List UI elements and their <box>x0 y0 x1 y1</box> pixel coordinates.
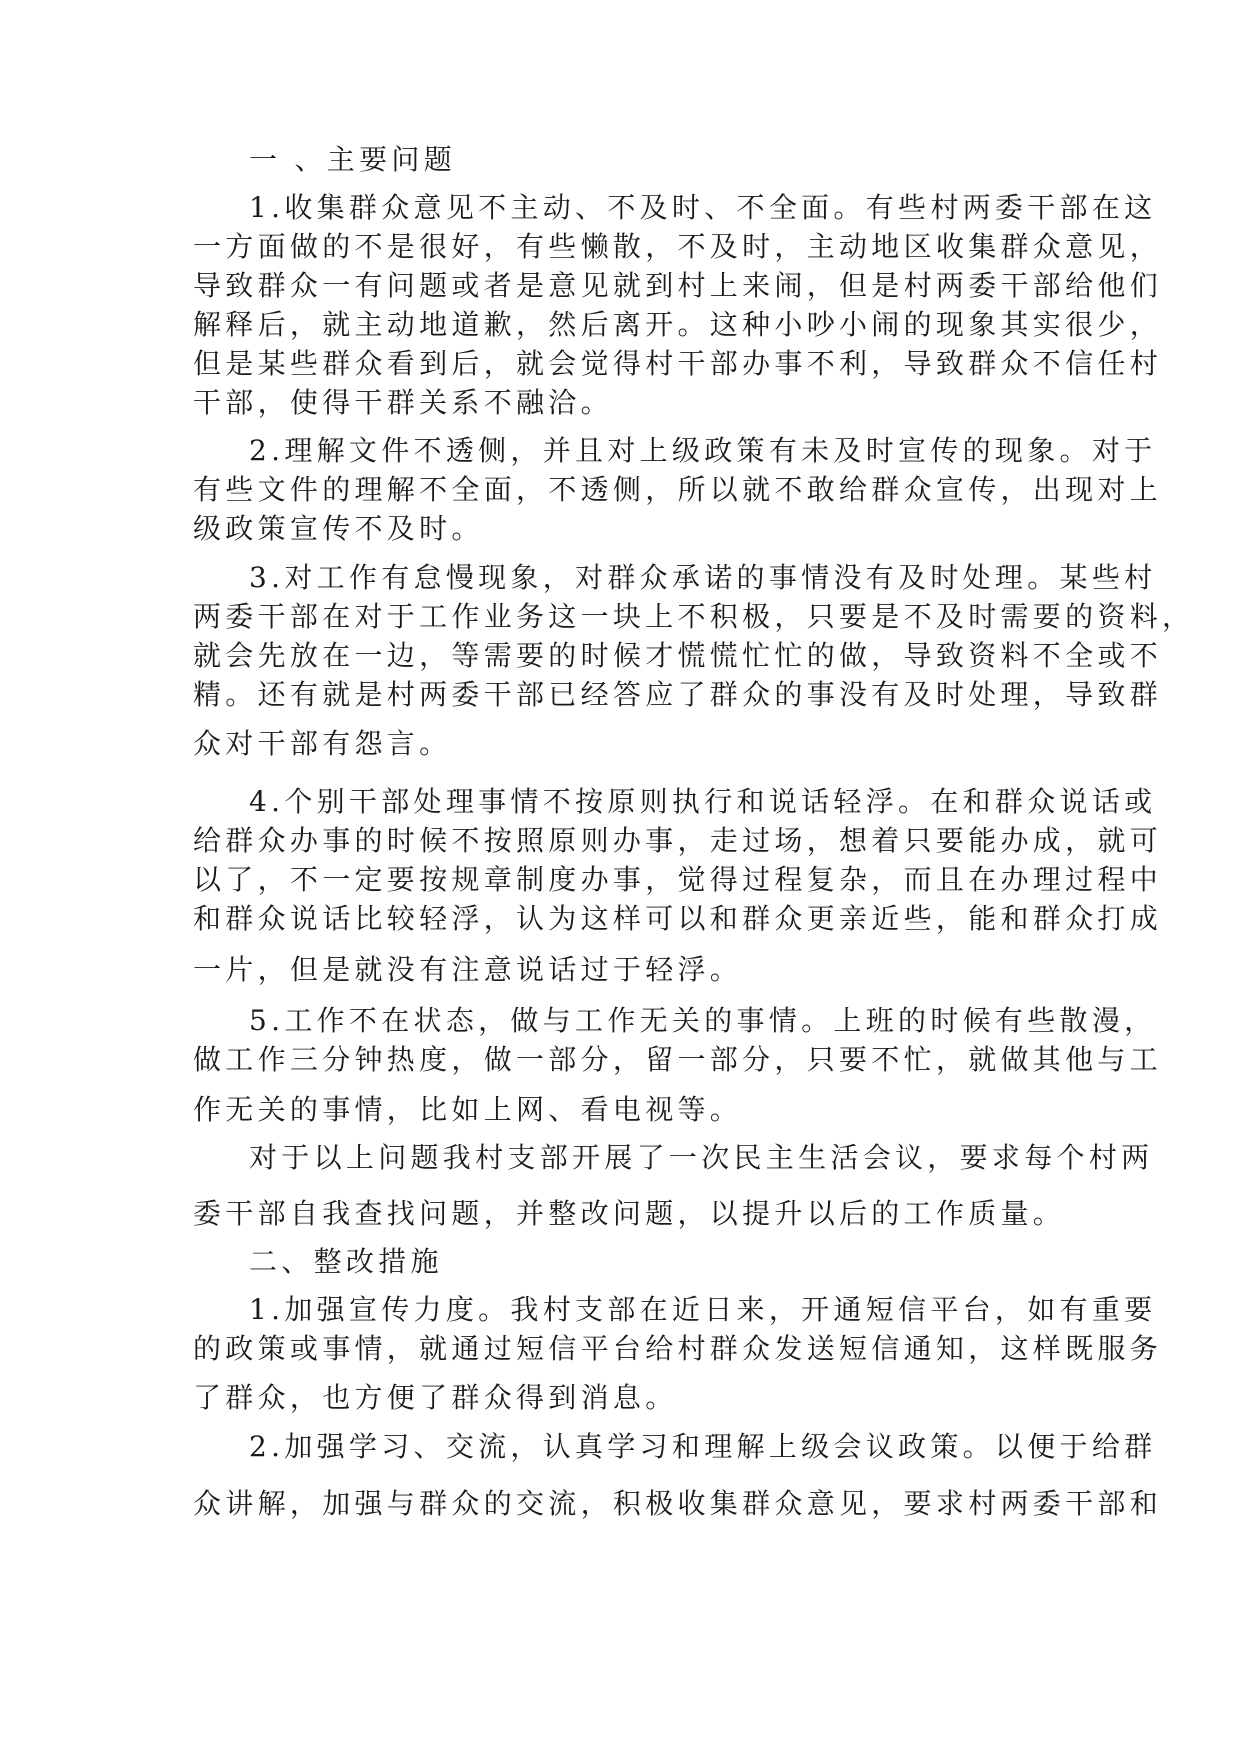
paragraph-2-line-3: 级政策宣传不及时。 <box>193 512 484 545</box>
section-heading-main-problems: 一 、主要问题 <box>249 143 457 176</box>
paragraph-3-line-5: 众对干部有怨言。 <box>193 727 452 760</box>
measure-1-line-3: 了群众，也方便了群众得到消息。 <box>193 1381 678 1414</box>
paragraph-1-line-2: 一方面做的不是很好，有些懒散，不及时，主动地区收集群众意见， <box>193 230 1163 263</box>
paragraph-1-line-1: 1.收集群众意见不主动、不及时、不全面。有些村两委干部在这 <box>249 191 1157 224</box>
measure-2-line-2: 众讲解，加强与群众的交流，积极收集群众意见，要求村两委干部和 <box>193 1487 1163 1520</box>
paragraph-4-line-4: 和群众说话比较轻浮，认为这样可以和群众更亲近些，能和群众打成 <box>193 902 1163 935</box>
paragraph-4-line-2: 给群众办事的时候不按照原则办事，走过场，想着只要能办成，就可 <box>193 824 1163 857</box>
paragraph-1-line-5: 但是某些群众看到后，就会觉得村干部办事不利，导致群众不信任村 <box>193 347 1163 380</box>
paragraph-4-line-1: 4.个别干部处理事情不按原则执行和说话轻浮。在和群众说话或 <box>249 785 1157 818</box>
measure-1-line-1: 1.加强宣传力度。我村支部在近日来，开通短信平台，如有重要 <box>249 1293 1157 1326</box>
section-heading-rectification-measures: 二、整改措施 <box>249 1245 443 1278</box>
paragraph-3-line-3: 就会先放在一边，等需要的时候才慌慌忙忙的做，导致资料不全或不 <box>193 639 1163 672</box>
paragraph-4-line-5: 一片，但是就没有注意说话过于轻浮。 <box>193 953 743 986</box>
paragraph-5-line-3: 作无关的事情，比如上网、看电视等。 <box>193 1093 743 1126</box>
paragraph-1-line-4: 解释后，就主动地道歉，然后离开。这种小吵小闹的现象其实很少， <box>193 308 1163 341</box>
summary-paragraph-line-2: 委干部自我查找问题，并整改问题，以提升以后的工作质量。 <box>193 1197 1066 1230</box>
paragraph-3-line-1: 3.对工作有怠慢现象，对群众承诺的事情没有及时处理。某些村 <box>249 561 1157 594</box>
paragraph-1-line-3: 导致群众一有问题或者是意见就到村上来闹，但是村两委干部给他们 <box>193 269 1163 302</box>
paragraph-5-line-2: 做工作三分钟热度，做一部分，留一部分，只要不忙，就做其他与工 <box>193 1043 1163 1076</box>
paragraph-3-line-4: 精。还有就是村两委干部已经答应了群众的事没有及时处理，导致群 <box>193 678 1163 711</box>
paragraph-3-line-2: 两委干部在对于工作业务这一块上不积极，只要是不及时需要的资料， <box>193 600 1195 633</box>
measure-2-line-1: 2.加强学习、交流，认真学习和理解上级会议政策。以便于给群 <box>249 1430 1157 1463</box>
summary-paragraph-line-1: 对于以上问题我村支部开展了一次民主生活会议，要求每个村两 <box>249 1141 1154 1174</box>
paragraph-2-line-2: 有些文件的理解不全面，不透侧，所以就不敢给群众宣传，出现对上 <box>193 473 1163 506</box>
paragraph-5-line-1: 5.工作不在状态，做与工作无关的事情。上班的时候有些散漫， <box>249 1004 1157 1037</box>
paragraph-2-line-1: 2.理解文件不透侧，并且对上级政策有未及时宣传的现象。对于 <box>249 434 1157 467</box>
measure-1-line-2: 的政策或事情，就通过短信平台给村群众发送短信通知，这样既服务 <box>193 1332 1163 1365</box>
paragraph-1-line-6: 干部，使得干群关系不融洽。 <box>193 386 613 419</box>
paragraph-4-line-3: 以了，不一定要按规章制度办事，觉得过程复杂，而且在办理过程中 <box>193 863 1163 896</box>
